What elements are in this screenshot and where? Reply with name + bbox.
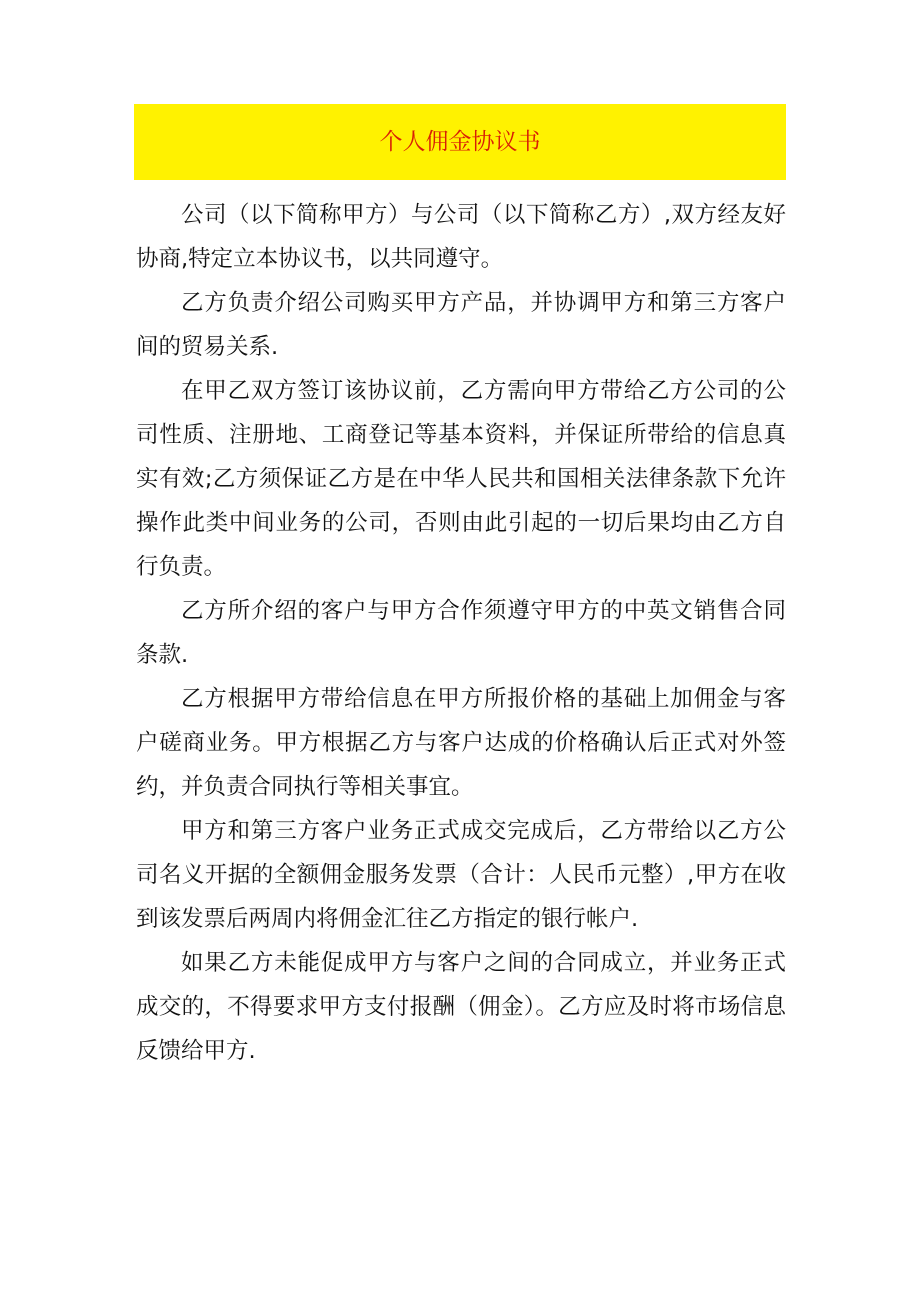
- paragraph-contract-terms: 乙方所介绍的客户与甲方合作须遵守甲方的中英文销售合同条款.: [136, 598, 786, 668]
- document-body: [136, 193, 786, 1073]
- document-title: 个人佣金协议书: [379, 128, 541, 155]
- paragraph-commission-negotiation: 乙方根据甲方带给信息在甲方所报价格的基础上加佣金与客户磋商业务。甲方根据乙方与客户达成的价格确认后正式对外签约，并负责合同执行等相关事宜。: [136, 686, 786, 800]
- paragraph-parties: 公司（以下简称甲方）与公司（以下简称乙方）,双方经友好协商,特定立本协议书，以共同遵守。: [136, 202, 786, 272]
- paragraph-no-deal-no-fee: 如果乙方未能促成甲方与客户之间的合同成立，并业务正式成交的，不得要求甲方支付报酬（佣金）。乙方应及时将市场信息反馈给甲方.: [136, 950, 786, 1064]
- paragraph-responsibility: 乙方负责介绍公司购买甲方产品，并协调甲方和第三方客户间的贸易关系.: [136, 290, 786, 360]
- paragraph-invoice-payment: 甲方和第三方客户业务正式成交完成后，乙方带给以乙方公司名义开据的全额佣金服务发票（合计：人民币元整）,甲方在收到该发票后两周内将佣金汇往乙方指定的银行帐户.: [136, 818, 786, 932]
- title-band: [134, 104, 786, 180]
- paragraph-qualification: 在甲乙双方签订该协议前，乙方需向甲方带给乙方公司的公司性质、注册地、工商登记等基本资料，并保证所带给的信息真实有效;乙方须保证乙方是在中华人民共和国相关法律条款下允许操作此类中间业务的公司，否则由此引起的一切后果均由乙方自行负责。: [136, 378, 786, 580]
